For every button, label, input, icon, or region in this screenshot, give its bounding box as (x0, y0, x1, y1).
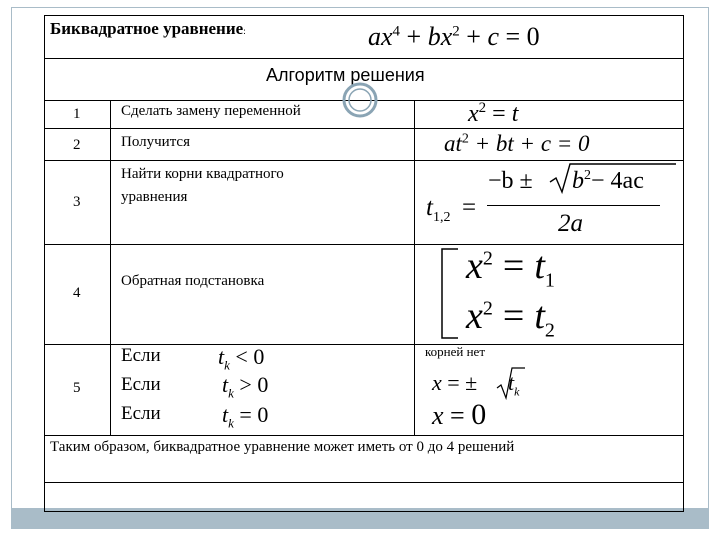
roots-equals: = (462, 194, 477, 221)
res-x: x (432, 401, 444, 430)
cond-t: t (222, 372, 229, 397)
back-x: x (466, 295, 483, 337)
result-sqrt-tk (508, 370, 519, 399)
res-x: x (432, 370, 442, 395)
back-power: 2 (482, 247, 493, 270)
sub-t: t (511, 101, 519, 127)
back-substitution-2 (466, 294, 555, 343)
step-number-4: 4 (73, 285, 81, 301)
table-row-divider (44, 58, 684, 59)
quad-power: 2 (461, 131, 469, 147)
roots-sub: 1,2 (432, 210, 451, 225)
eq-zero: 0 (526, 22, 540, 51)
page-title-punct: : (243, 26, 246, 36)
roots-4ac: − 4ac (591, 168, 644, 194)
back-power: 2 (482, 297, 493, 320)
cond-rel: > 0 (233, 372, 269, 397)
substitution-formula (468, 100, 518, 128)
eq-equals: = (498, 22, 527, 51)
res-equals-pm: = ± (441, 370, 478, 395)
table-row-divider (44, 160, 684, 161)
biquadratic-equation (368, 22, 540, 52)
table-border-top (44, 15, 684, 16)
eq-term-c: c (487, 22, 499, 51)
eq-power-2: 2 (452, 23, 460, 40)
res-equals: = (443, 401, 472, 430)
res-t: t (508, 370, 515, 395)
quadratic-formula (444, 131, 590, 157)
roots-power: 2 (584, 168, 591, 183)
back-sub: 1 (544, 269, 555, 292)
step-number-5: 5 (73, 380, 81, 396)
cond-sub: k (224, 357, 230, 373)
table-row-divider (44, 244, 684, 245)
conclusion-text: Таким образом, биквадратное уравнение может иметь от 0 до 4 решений (50, 439, 515, 455)
back-t: t (534, 295, 545, 337)
back-sub: 2 (544, 319, 555, 342)
sub-equals: = (486, 101, 512, 127)
step-number-1: 1 (73, 106, 81, 122)
step-text-2: Получится (121, 134, 190, 150)
no-roots-label: корней нет (425, 344, 485, 359)
table-col-divider (414, 100, 415, 435)
result-two-roots (432, 370, 477, 396)
table-row-divider (44, 482, 684, 483)
condition-positive (222, 372, 268, 401)
eq-term-ax: ax (368, 22, 393, 51)
eq-plus: + (400, 22, 428, 51)
ring-icon (340, 80, 380, 120)
result-zero-root (432, 398, 486, 432)
cond-sub: k (228, 415, 234, 431)
step-text-5c: Если (121, 403, 161, 424)
step-text-1: Сделать замену переменной (121, 103, 301, 119)
step-number-2: 2 (73, 137, 81, 153)
quad-rest: + bt + c = 0 (468, 131, 590, 156)
back-t: t (534, 245, 545, 287)
roots-lhs (426, 194, 450, 226)
roots-denominator: 2a (558, 210, 583, 237)
back-equals: = (502, 295, 525, 337)
step-text-5a: Если (121, 345, 161, 366)
algorithm-title: Алгоритм решения (266, 65, 425, 85)
cond-rel: < 0 (229, 344, 265, 369)
table-border-right (683, 15, 684, 512)
table-border-bottom (44, 511, 684, 512)
table-border-left (44, 15, 45, 512)
table-row-divider (44, 435, 684, 436)
bracket-icon (440, 248, 460, 340)
roots-numerator (488, 168, 533, 195)
eq-term-bx: bx (427, 22, 453, 51)
roots-neg-b: −b ± (488, 168, 533, 194)
back-equals: = (502, 245, 525, 287)
step-number-3: 3 (73, 194, 81, 210)
step-text-3-line2: уравнения (121, 189, 188, 205)
step-text-5b: Если (121, 374, 161, 395)
eq-power-4: 4 (392, 23, 401, 40)
table-row-divider (44, 128, 684, 129)
roots-discriminant (572, 168, 644, 195)
page-title (50, 19, 246, 39)
step-text-4: Обратная подстановка (121, 273, 265, 289)
cond-t: t (222, 402, 229, 427)
roots-b: b (572, 168, 584, 194)
condition-zero (222, 402, 268, 431)
sub-x: x (468, 101, 479, 127)
cond-rel: = 0 (233, 402, 269, 427)
table-col-divider (110, 100, 111, 435)
roots-t: t (426, 194, 433, 221)
back-x: x (466, 245, 483, 287)
res-zero: 0 (471, 398, 487, 431)
cond-t: t (218, 344, 225, 369)
step-text-3-line1: Найти корни квадратного (121, 166, 284, 182)
condition-negative (218, 344, 264, 373)
sub-power: 2 (478, 100, 487, 116)
quad-at: at (444, 131, 462, 156)
eq-plus: + (459, 22, 488, 51)
cond-sub: k (228, 385, 234, 401)
res-sub: k (514, 384, 520, 399)
page-title-text: Биквадратное уравнение (50, 19, 244, 38)
fraction-bar (487, 205, 660, 206)
back-substitution-1 (466, 244, 555, 293)
